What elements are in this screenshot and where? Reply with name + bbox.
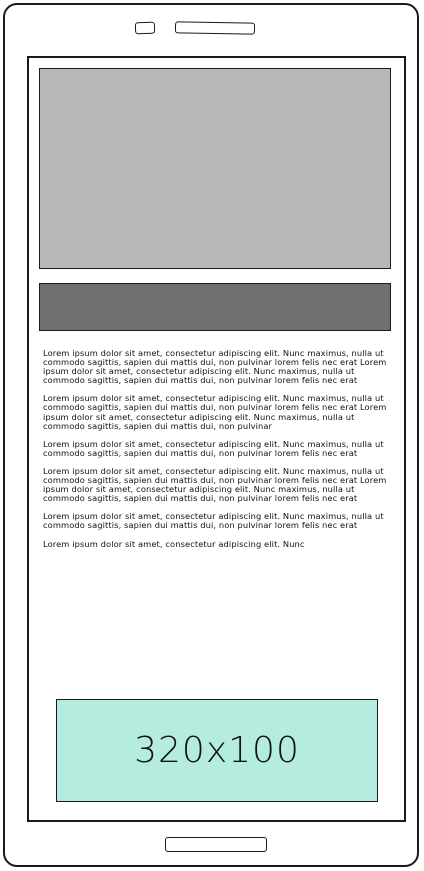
ad-size-label: 320x100 bbox=[134, 730, 300, 771]
camera-icon bbox=[135, 22, 155, 35]
ad-banner[interactable] bbox=[56, 699, 378, 802]
paragraph: Lorem ipsum dolor sit amet, consectetur adipiscing elit. Nunc maximus, nulla ut commodo sagittis, sapien dui mattis dui, non pulvinar lorem felis nec erat bbox=[43, 438, 384, 458]
speaker-slot bbox=[175, 21, 255, 34]
title-bar-placeholder bbox=[39, 283, 391, 331]
paragraph: Lorem ipsum dolor sit amet, consectetur adipiscing elit. Nunc maximus, nulla ut commodo sagittis, sapien dui mattis dui, non pulvinar lorem felis nec erat bbox=[43, 511, 384, 531]
paragraph: Lorem ipsum dolor sit amet, consectetur adipiscing elit. Nunc maximus, nulla ut commodo sagittis, sapien dui mattis dui, non pulvinar lorem felis nec erat Lorem ipsum dolor sit amet, consectetur adipiscing elit. Nunc maximus, nulla ut commodo sagittis, sapien dui mattis dui, non pulvinar lorem felis nec erat bbox=[43, 465, 387, 504]
paragraph: Lorem ipsum dolor sit amet, consectetur adipiscing elit. Nunc bbox=[43, 539, 305, 549]
paragraph: Lorem ipsum dolor sit amet, consectetur adipiscing elit. Nunc maximus, nulla ut commodo sagittis, sapien dui mattis dui, non pulvinar lorem felis nec erat Lorem ipsum dolor sit amet, consectetur adipiscing elit. Nunc maximus, nulla ut commodo sagittis, sapien dui mattis dui, non pulvinar lorem felis nec erat bbox=[43, 348, 387, 386]
article-body bbox=[43, 349, 391, 558]
phone-screen bbox=[27, 56, 406, 822]
phone-frame bbox=[3, 3, 419, 867]
home-button[interactable] bbox=[165, 837, 267, 852]
hero-image-placeholder bbox=[39, 68, 391, 269]
paragraph: Lorem ipsum dolor sit amet, consectetur adipiscing elit. Nunc maximus, nulla ut commodo sagittis, sapien dui mattis dui, non pulvinar lorem felis nec erat Lorem ipsum dolor sit amet, consectetur adipiscing elit. Nunc maximus, nulla ut commodo sagittis, sapien dui mattis dui, non pulvinar bbox=[43, 393, 387, 431]
